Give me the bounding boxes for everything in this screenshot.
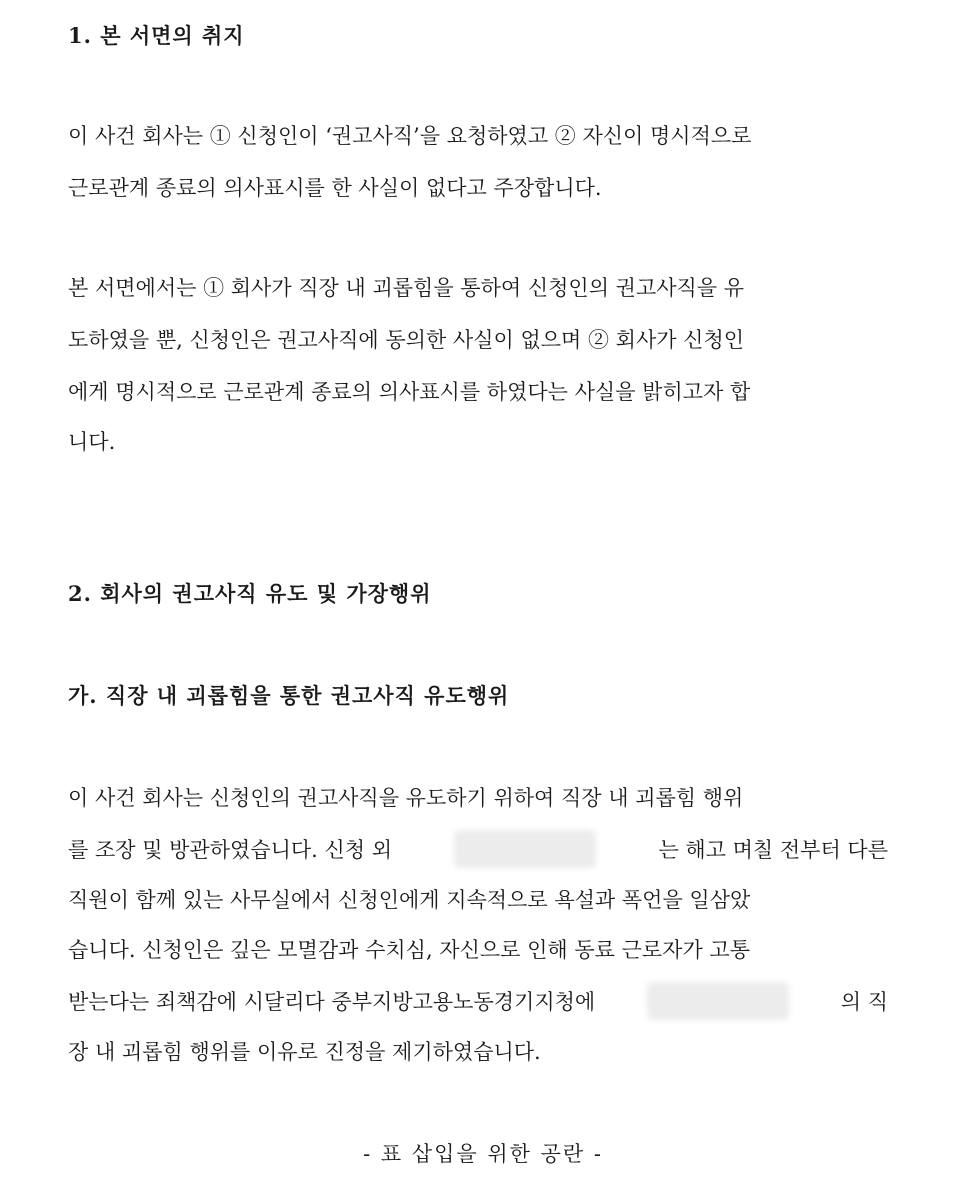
section-1-para2-line2: 도하였을 뿐, 신청인은 권고사직에 동의한 사실이 없으며 ② 회사가 신청인 (68, 328, 745, 352)
section-1-para1-line1: 이 사건 회사는 ① 신청인이 ‘권고사직’을 요청하였고 ② 자신이 명시적으로 (68, 124, 752, 148)
section-2-para-line2 (68, 834, 888, 864)
section-2-para-line4: 습니다. 신청인은 깊은 모멸감과 수치심, 자신으로 인해 동료 근로자가 고통 (68, 938, 751, 962)
line5-before-text: 받는다는 죄책감에 시달리다 중부지방고용노동경기지청에 (68, 990, 596, 1014)
section-2-para-line5 (68, 986, 888, 1016)
line2-before-text: 를 조장 및 방관하였습니다. 신청 외 (68, 838, 393, 862)
section-1-para2-line3: 에게 명시적으로 근로관계 종료의 의사표시를 하였다는 사실을 밝히고자 합 (68, 380, 751, 404)
table-placeholder-caption: - 표 삽입을 위한 공란 - (363, 1142, 603, 1166)
section-1-para2-line4: 니다. (68, 430, 116, 454)
section-1-para2-line1: 본 서면에서는 ① 회사가 직장 내 괴롭힘을 통하여 신청인의 권고사직을 유 (68, 276, 745, 300)
redacted-name-block (647, 982, 789, 1020)
section-2-para-line1: 이 사건 회사는 신청인의 권고사직을 유도하기 위하여 직장 내 괴롭힘 행위 (68, 786, 744, 810)
section-2-heading: 2. 회사의 권고사직 유도 및 가장행위 (68, 581, 432, 606)
section-1-heading: 1. 본 서면의 취지 (68, 23, 245, 48)
section-2-para-line6: 장 내 괴롭힘 행위를 이유로 진정을 제기하였습니다. (68, 1040, 541, 1064)
section-2-subheading: 가. 직장 내 괴롭힘을 통한 권고사직 유도행위 (68, 683, 510, 708)
redacted-name-block (454, 830, 596, 868)
section-1-para1-line2: 근로관계 종료의 의사표시를 한 사실이 없다고 주장합니다. (68, 176, 602, 200)
line2-after-text: 는 해고 며칠 전부터 다른 (658, 838, 888, 862)
section-2-para-line3: 직원이 함께 있는 사무실에서 신청인에게 지속적으로 욕설과 폭언을 일삼았 (68, 888, 751, 912)
line5-after-text: 의 직 (840, 990, 888, 1014)
